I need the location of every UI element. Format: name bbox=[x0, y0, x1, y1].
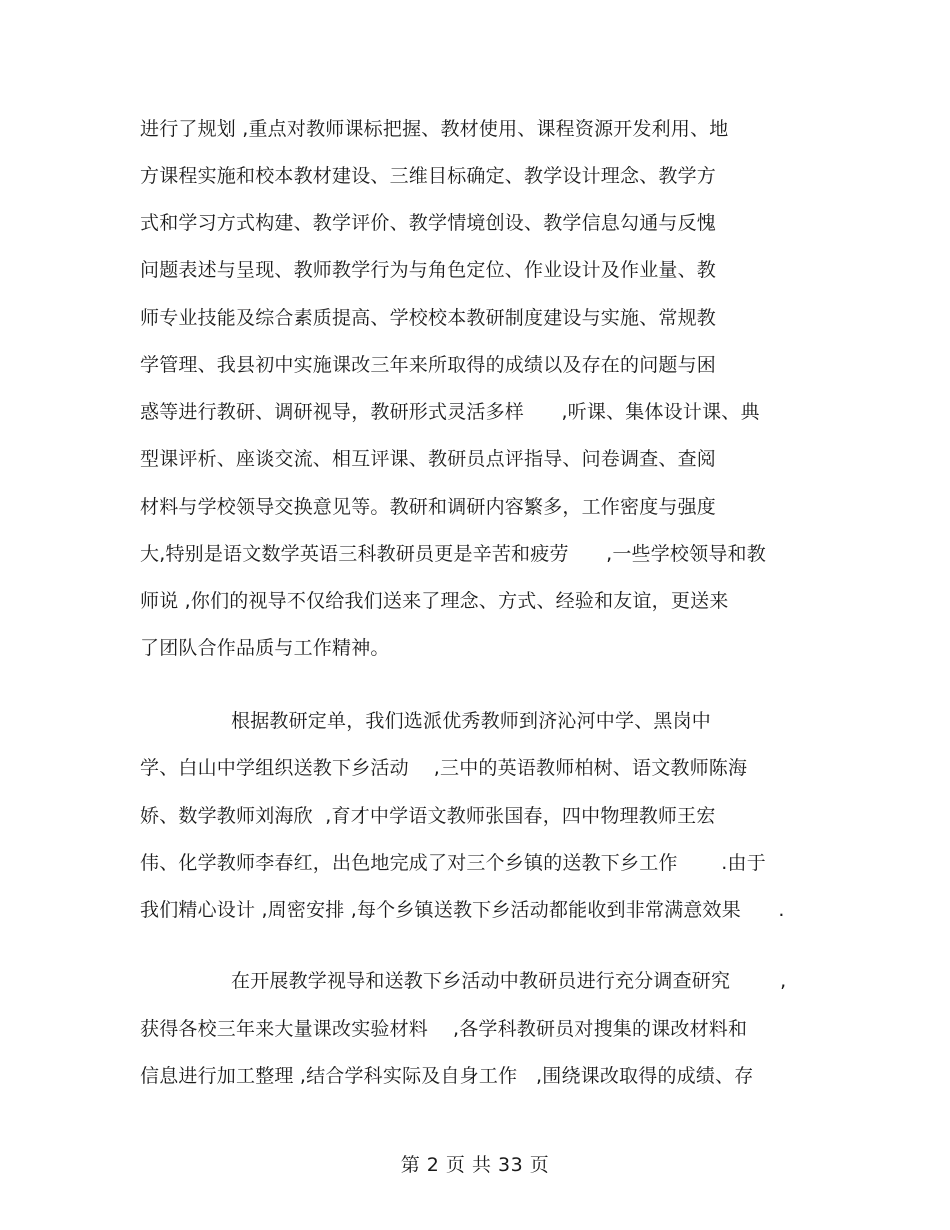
paragraph-first-line: 根据教研定单，我们选派优秀教师到济沁河中学、黑岗中 bbox=[231, 710, 712, 732]
text-line: 式和学习方式构建、教学评价、教学情境创设、教学信息勾通与反愧 bbox=[140, 212, 717, 234]
text-line: 进行了规划 ,重点对教师课标把握、教材使用、课程资源开发利用、地 bbox=[140, 118, 729, 140]
text-line: 方课程实施和校本教材建设、三维目标确定、教学设计理念、教学方 bbox=[140, 165, 717, 187]
text-line: 惑等进行教研、调研视导，教研形式灵活多样 ,听课、集体设计课、典 bbox=[140, 401, 760, 423]
text-line: 材料与学校领导交换意见等。教研和调研内容繁多，工作密度与强度 bbox=[140, 496, 717, 518]
text-line: 师说 ,你们的视导不仅给我们送来了理念、方式、经验和友谊，更送来 bbox=[140, 590, 729, 612]
text-line: 型课评析、座谈交流、相互评课、教研员点评指导、问卷调查、查阅 bbox=[140, 448, 717, 470]
paragraph-first-line: 在开展教学视导和送教下乡活动中教研员进行充分调查研究 , bbox=[231, 970, 787, 992]
text-line: 师专业技能及综合素质提高、学校校本教研制度建设与实施、常规教 bbox=[140, 307, 717, 329]
text-line: 学管理、我县初中实施课改三年来所取得的成绩以及存在的问题与困 bbox=[140, 354, 717, 376]
text-line: 伟、化学教师李春红，出色地完成了对三个乡镇的送教下乡工作 .由于 bbox=[140, 852, 766, 874]
text-line: 问题表述与呈现、教师教学行为与角色定位、作业设计及作业量、教 bbox=[140, 259, 717, 281]
text-line: 娇、数学教师刘海欣 ,育才中学语文教师张国春，四中物理教师王宏 bbox=[140, 805, 716, 827]
text-line: 信息进行加工整理 ,结合学科实际及自身工作 ,围绕课改取得的成绩、存 bbox=[140, 1065, 754, 1087]
text-line: 获得各校三年来大量课改实验材料 ,各学科教研员对搜集的课改材料和 bbox=[140, 1018, 748, 1040]
text-line: 大,特别是语文数学英语三科教研员更是辛苦和疲劳 ,一些学校领导和教 bbox=[140, 543, 766, 565]
page-number-footer: 第 2 页 共 33 页 bbox=[400, 1154, 550, 1176]
text-line: 学、白山中学组织送教下乡活动 ,三中的英语教师柏树、语文教师陈海 bbox=[140, 757, 748, 779]
text-line: 了团队合作品质与工作精神。 bbox=[140, 637, 390, 659]
text-line: 我们精心设计 ,周密安排 ,每个乡镇送教下乡活动都能收到非常满意效果 . bbox=[140, 899, 785, 921]
